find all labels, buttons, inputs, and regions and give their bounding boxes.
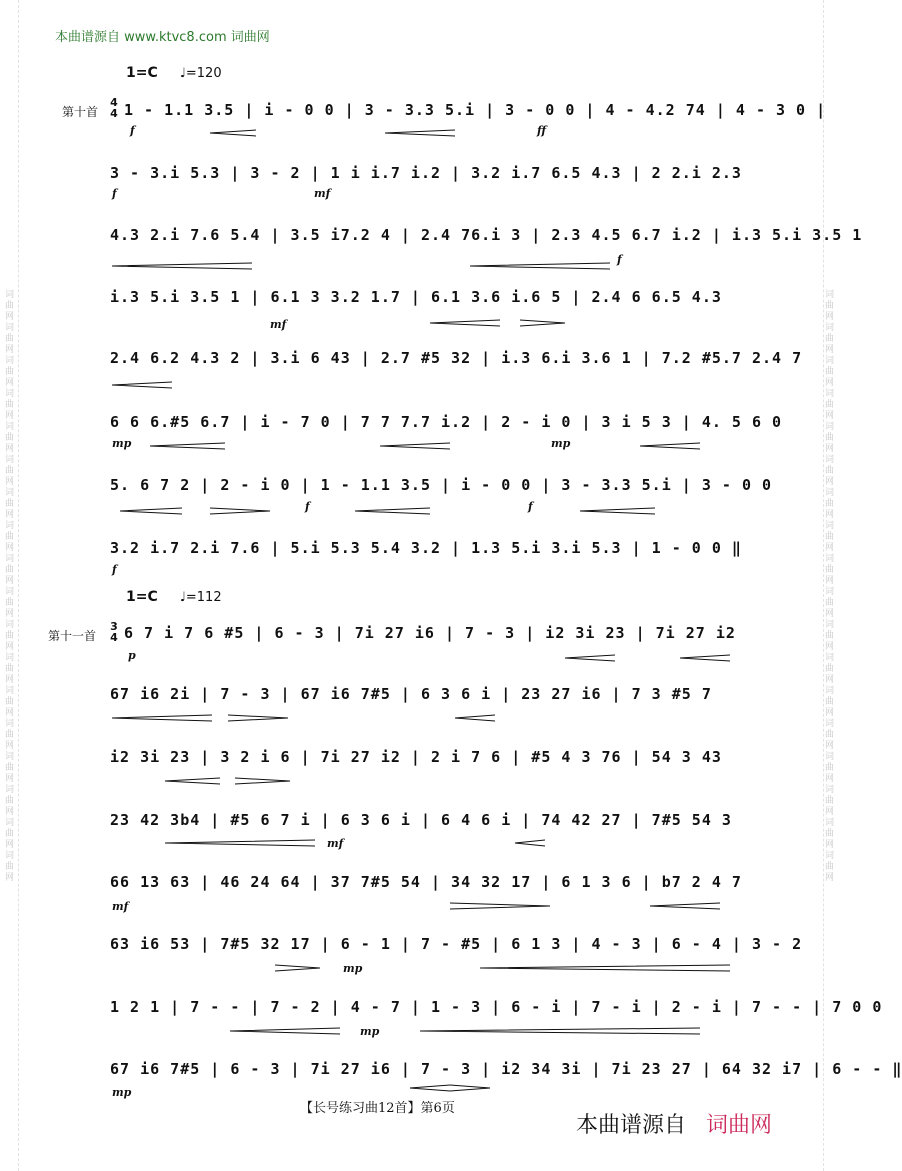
timesig-top: 4 (110, 96, 118, 109)
piece11-line-3: i2 3i 23 | 3 2 i 6 | 7i 27 i2 | 2 i 7 6 | #5 4 3 76 | 54 3 43 (110, 748, 722, 766)
timesig-bottom: 4 (110, 107, 118, 120)
crescendo-hairpin (385, 130, 455, 136)
dynamic-mark: f (112, 187, 117, 200)
right-watermark-strip: 词曲网词曲网词曲网词曲网词曲网词曲网词曲网词曲网词曲网词曲网词曲网词曲网词曲网词曲网词曲网词曲网词曲网词曲网 (823, 0, 838, 1171)
crescendo-hairpin (210, 130, 256, 136)
decrescendo-hairpin (275, 965, 320, 971)
dynamic-mark: mf (327, 837, 344, 850)
piece10-label: 第十首 (62, 105, 99, 119)
dynamic-mark: mp (112, 1086, 132, 1099)
dynamic-mark: mf (270, 318, 287, 331)
decrescendo-hairpin (520, 320, 565, 326)
source-footer-prefix: 本曲谱源自 (576, 1113, 687, 1138)
dynamic-mark: f (130, 124, 135, 137)
piece10-line-4: i.3 5.i 3.5 1 | 6.1 3 3.2 1.7 | 6.1 3.6 i.6 5 | 2.4 6 6.5 4.3 (110, 288, 722, 306)
timesig-bottom: 4 (110, 631, 118, 644)
decrescendo-hairpin (450, 1085, 490, 1091)
crescendo-hairpin (430, 320, 500, 326)
dynamic-mark: mp (112, 437, 132, 450)
crescendo-hairpin (355, 508, 430, 514)
piece11-line-4: 23 42 3b4 | #5 6 7 i | 6 3 6 i | 6 4 6 i | 74 42 27 | 7#5 54 3 (110, 811, 732, 829)
piece10-tempo: ♩=120 (179, 66, 222, 81)
source-header: 本曲谱源自 www.ktvc8.com 词曲网 (55, 30, 270, 45)
piece10-time-signature (108, 97, 120, 119)
crescendo-hairpin (112, 263, 252, 269)
crescendo-hairpin (515, 840, 545, 846)
dynamic-mark: mp (343, 962, 363, 975)
crescendo-hairpin (420, 1028, 700, 1034)
piece11-key: 1=C (126, 589, 158, 605)
dynamic-mark: ff (537, 124, 547, 137)
dynamic-mark: f (112, 563, 117, 576)
piece11-tempo: ♩=112 (179, 590, 222, 605)
crescendo-hairpin (230, 1028, 340, 1034)
piece11-time-signature (108, 621, 120, 643)
dynamic-mark: mp (360, 1025, 380, 1038)
piece10-line-3: 4.3 2.i 7.6 5.4 | 3.5 i7.2 4 | 2.4 76.i 3 | 2.3 4.5 6.7 i.2 | i.3 5.i 3.5 1 (110, 226, 863, 244)
piece10-line-7: 5. 6 7 2 | 2 - i 0 | 1 - 1.1 3.5 | i - 0 0 | 3 - 3.3 5.i | 3 - 0 0 (110, 476, 773, 494)
source-footer (576, 1108, 772, 1139)
piece11-line-6: 63 i6 53 | 7#5 32 17 | 6 - 1 | 7 - #5 | 6 1 3 | 4 - 3 | 6 - 4 | 3 - 2 (110, 935, 803, 953)
crescendo-hairpin (470, 263, 610, 269)
piece10-line-5: 2.4 6.2 4.3 2 | 3.i 6 43 | 2.7 #5 32 | i.3 6.i 3.6 1 | 7.2 #5.7 2.4 7 (110, 349, 803, 367)
piece11-line-2: 67 i6 2i | 7 - 3 | 67 i6 7#5 | 6 3 6 i | 23 27 i6 | 7 3 #5 7 (110, 685, 712, 703)
dynamic-mark: p (128, 649, 136, 662)
dynamic-mark: mf (314, 187, 331, 200)
piece10-key: 1=C (126, 65, 158, 81)
dynamic-mark: f (617, 253, 622, 266)
crescendo-hairpin (410, 1085, 450, 1091)
dynamic-mark: f (528, 500, 533, 513)
piece11-line-7: 1 2 1 | 7 - - | 7 - 2 | 4 - 7 | 1 - 3 | 6 - i | 7 - i | 2 - i | 7 - - | 7 0 0 (110, 998, 883, 1016)
piece10-line-6: 6 6 6.#5 6.7 | i - 7 0 | 7 7 7.7 i.2 | 2 - i 0 | 3 i 5 3 | 4. 5 6 0 (110, 413, 783, 431)
crescendo-hairpin (150, 443, 225, 449)
decrescendo-hairpin (450, 903, 550, 909)
piece10-line-8: 3.2 i.7 2.i 7.6 | 5.i 5.3 5.4 3.2 | 1.3 5.i 3.i 5.3 | 1 - 0 0 ‖ (110, 539, 742, 557)
crescendo-hairpin (165, 778, 220, 784)
crescendo-hairpin (580, 508, 655, 514)
decrescendo-hairpin (228, 715, 288, 721)
source-footer-brand: 词曲网 (706, 1113, 773, 1138)
piece10-line-1: 1 - 1.1 3.5 | i - 0 0 | 3 - 3.3 5.i | 3 - 0 0 | 4 - 4.2 74 | 4 - 3 0 | (124, 101, 827, 119)
crescendo-hairpin (455, 715, 495, 721)
crescendo-hairpin (480, 965, 730, 971)
crescendo-hairpin (120, 508, 182, 514)
left-watermark-strip: 词曲网词曲网词曲网词曲网词曲网词曲网词曲网词曲网词曲网词曲网词曲网词曲网词曲网词曲网词曲网词曲网词曲网词曲网 (4, 0, 19, 1171)
crescendo-hairpin (640, 443, 700, 449)
piece11-line-5: 66 13 63 | 46 24 64 | 37 7#5 54 | 34 32 17 | 6 1 3 6 | b7 2 4 7 (110, 873, 742, 891)
crescendo-hairpin (165, 840, 315, 846)
piece11-key-tempo (126, 589, 222, 605)
crescendo-hairpin (112, 382, 172, 388)
decrescendo-hairpin (235, 778, 290, 784)
piece11-line-1: 6 7 i 7 6 #5 | 6 - 3 | 7i 27 i6 | 7 - 3 | i2 3i 23 | 7i 27 i2 (124, 624, 736, 642)
dynamic-mark: mf (112, 900, 129, 913)
piece11-line-8: 67 i6 7#5 | 6 - 3 | 7i 27 i6 | 7 - 3 | i2 34 3i | 7i 23 27 | 64 32 i7 | 6 - - ‖ (110, 1060, 902, 1078)
decrescendo-hairpin (210, 508, 270, 514)
timesig-top: 3 (110, 620, 118, 633)
dynamic-mark: mp (551, 437, 571, 450)
piece10-key-tempo (126, 65, 222, 81)
crescendo-hairpin (112, 715, 212, 721)
piece10-line-2: 3 - 3.i 5.3 | 3 - 2 | 1 i i.7 i.2 | 3.2 i.7 6.5 4.3 | 2 2.i 2.3 (110, 164, 742, 182)
crescendo-hairpin (650, 903, 720, 909)
piece11-label: 第十一首 (48, 629, 97, 643)
dynamic-mark: f (305, 500, 310, 513)
crescendo-hairpin (380, 443, 450, 449)
crescendo-hairpin (565, 655, 615, 661)
page-footer-title: 【长号练习曲12首】第6页 (300, 1101, 455, 1116)
crescendo-hairpin (680, 655, 730, 661)
